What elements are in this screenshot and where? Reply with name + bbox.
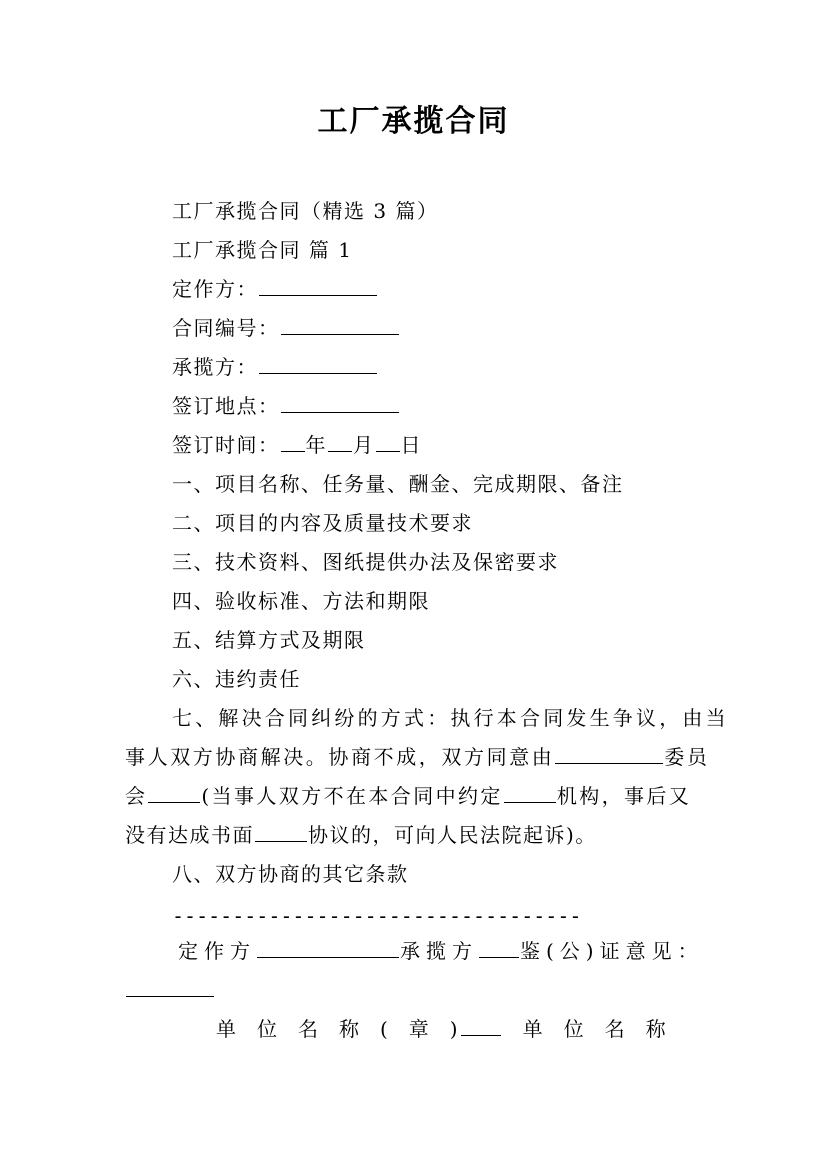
field-contract-number xyxy=(172,313,400,343)
blank-underline xyxy=(281,411,399,413)
field-label: 签订时间： xyxy=(172,433,280,457)
field-signing-place xyxy=(172,391,400,421)
clause-text: 没有达成书面 xyxy=(125,823,254,847)
field-client xyxy=(172,274,378,304)
section-heading: 工厂承揽合同 篇 1 xyxy=(172,238,353,262)
day-label: 日 xyxy=(400,433,422,457)
blank-underline xyxy=(555,762,663,764)
clause-text: (当事人双方不在本合同中约定 xyxy=(201,784,503,808)
clause-7-line-2 xyxy=(125,742,710,772)
blank-underline xyxy=(376,450,400,452)
clause-text: 协议的，可向人民法院起诉)。 xyxy=(308,823,597,847)
unit-name-line xyxy=(216,1014,687,1044)
document-title: 工厂承揽合同 xyxy=(317,104,510,139)
clause-8: 八、双方协商的其它条款 xyxy=(172,862,409,886)
clause-4: 四、验收标准、方法和期限 xyxy=(172,589,430,613)
blank-underline xyxy=(259,372,377,374)
clause-text: 委员 xyxy=(664,745,710,769)
client-label: 定作方 xyxy=(178,939,256,963)
clause-6: 六、违约责任 xyxy=(172,667,301,691)
blank-underline xyxy=(257,956,399,958)
month-label: 月 xyxy=(353,433,375,457)
dashed-separator: ---------------------------------- xyxy=(172,904,582,928)
clause-5: 五、结算方式及期限 xyxy=(172,628,366,652)
clause-7-line-4 xyxy=(125,820,597,850)
blank-underline xyxy=(504,801,556,803)
subtitle-line: 工厂承揽合同（精选 3 篇） xyxy=(172,199,439,223)
field-label: 定作方： xyxy=(172,277,258,301)
blank-underline xyxy=(328,450,352,452)
year-label: 年 xyxy=(305,433,327,457)
field-label: 合同编号： xyxy=(172,316,280,340)
field-label: 承揽方： xyxy=(172,355,258,379)
blank-underline xyxy=(148,801,200,803)
field-contractor xyxy=(172,352,378,382)
blank-underline xyxy=(259,294,377,296)
blank-underline xyxy=(479,956,519,958)
contractor-label: 承揽方 xyxy=(400,939,478,963)
clause-7-line-1: 七、解决合同纠纷的方式：执行本合同发生争议，由当 xyxy=(172,706,729,730)
clause-3: 三、技术资料、图纸提供办法及保密要求 xyxy=(172,550,559,574)
blank-underline xyxy=(281,450,305,452)
notary-blank xyxy=(125,975,215,1005)
unit-name-label: 单位名称 xyxy=(522,1017,687,1041)
blank-underline xyxy=(126,995,214,997)
clause-2: 二、项目的内容及质量技术要求 xyxy=(172,511,473,535)
unit-name-label: 单位名称(章) xyxy=(216,1017,479,1041)
blank-underline xyxy=(461,1034,501,1036)
clause-text: 会 xyxy=(125,784,148,808)
clause-text: 机构，事后又 xyxy=(556,784,692,808)
notary-label: 鉴(公)证意见： xyxy=(520,939,704,963)
blank-underline xyxy=(255,840,307,842)
clause-1: 一、项目名称、任务量、酬金、完成期限、备注 xyxy=(172,472,624,496)
signature-line xyxy=(178,936,704,966)
clause-7-line-3 xyxy=(125,781,691,811)
clause-text: 事人双方协商解决。协商不成，双方同意由 xyxy=(125,745,555,769)
field-label: 签订地点： xyxy=(172,394,280,418)
field-signing-date xyxy=(172,430,422,460)
blank-underline xyxy=(281,333,399,335)
